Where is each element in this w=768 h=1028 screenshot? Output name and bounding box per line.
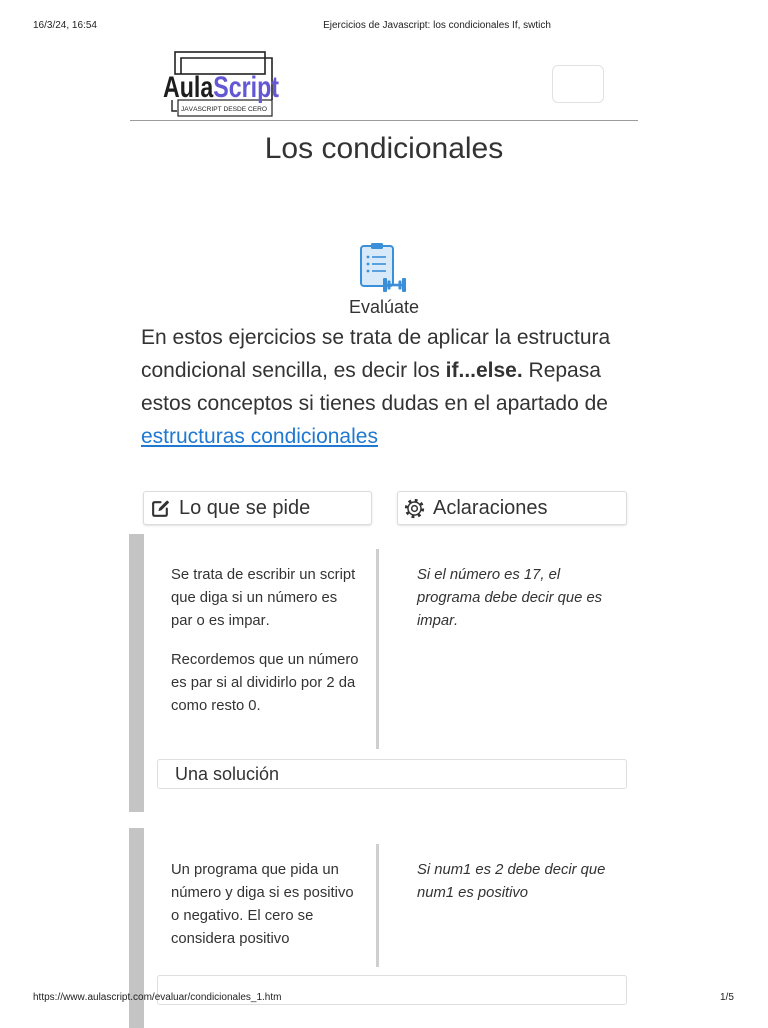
text-line: par o es impar. bbox=[171, 613, 270, 629]
text-line: programa debe decir que es bbox=[417, 590, 603, 606]
exercise-statement bbox=[171, 859, 354, 951]
exercise-clarification bbox=[417, 859, 605, 905]
intro-text-after: Repasa estos conceptos si tienes dudas en el apartado de bbox=[141, 359, 608, 415]
clarification-paragraph bbox=[417, 859, 605, 905]
text-line: o negativo. El cero se bbox=[171, 908, 314, 924]
intro-text-before: En estos ejercicios se trata de aplicar la estructura condicional sencilla, es decir los bbox=[141, 326, 611, 382]
tab-lo-que-se-pide[interactable] bbox=[143, 491, 372, 525]
intro-paragraph bbox=[141, 321, 636, 453]
header-divider bbox=[130, 120, 638, 121]
text-line: es par si al dividirlo por 2 da bbox=[171, 675, 356, 691]
text-line: como resto 0. bbox=[171, 698, 261, 714]
intro-bold-keyword: if...else. bbox=[445, 359, 523, 382]
tab-label: Lo que se pide bbox=[179, 496, 311, 519]
exercise-card bbox=[129, 534, 640, 812]
aulascript-logo[interactable] bbox=[160, 48, 299, 120]
text-line: número y diga si es positivo bbox=[171, 885, 354, 901]
edit-icon bbox=[150, 498, 171, 519]
logo-word-aula: Aula bbox=[163, 71, 229, 104]
exercise-statement bbox=[171, 564, 359, 718]
evaluate-label: Evalúate bbox=[348, 297, 420, 317]
text-line: impar. bbox=[417, 613, 459, 629]
column-divider bbox=[376, 844, 379, 967]
print-header-date: 16/3/24, 16:54 bbox=[33, 20, 97, 31]
gear-icon bbox=[404, 498, 425, 519]
tab-label: Aclaraciones bbox=[433, 496, 548, 519]
logo-tagline: JAVASCRIPT DESDE CERO bbox=[181, 106, 267, 113]
print-header-title: Ejercicios de Javascript: los condicionales If, swtich bbox=[323, 20, 551, 31]
print-footer-page-indicator: 1/5 bbox=[720, 992, 734, 1003]
logo-wordmark bbox=[163, 71, 299, 104]
statement-paragraph bbox=[171, 564, 359, 633]
solution-button-label: Una solución bbox=[175, 763, 280, 784]
text-line: Se trata de escribir un script bbox=[171, 567, 356, 583]
solution-button[interactable] bbox=[157, 759, 627, 789]
clarification-paragraph bbox=[417, 564, 602, 633]
text-line: Recordemos que un número bbox=[171, 652, 359, 668]
statement-paragraph bbox=[171, 649, 359, 718]
navbar-toggle-button[interactable] bbox=[552, 65, 604, 103]
conditional-structures-link[interactable]: estructuras condicionales bbox=[141, 425, 378, 448]
print-footer-url: https://www.aulascript.com/evaluar/condicionales_1.htm bbox=[33, 992, 282, 1003]
text-line: que diga si un número es bbox=[171, 590, 338, 606]
page-title: Los condicionales bbox=[264, 132, 504, 165]
tab-aclaraciones[interactable] bbox=[397, 491, 627, 525]
clipboard-dumbbell-icon bbox=[356, 241, 408, 295]
text-line: considera positivo bbox=[171, 931, 290, 947]
text-line: num1 es positivo bbox=[417, 885, 529, 901]
exercise-clarification bbox=[417, 564, 602, 633]
logo-word-script: Script bbox=[213, 71, 299, 104]
statement-paragraph bbox=[171, 859, 354, 951]
text-line: Si num1 es 2 debe decir que bbox=[417, 862, 606, 878]
column-divider bbox=[376, 549, 379, 749]
text-line: Un programa que pida un bbox=[171, 862, 339, 878]
text-line: Si el número es 17, el bbox=[417, 567, 561, 583]
